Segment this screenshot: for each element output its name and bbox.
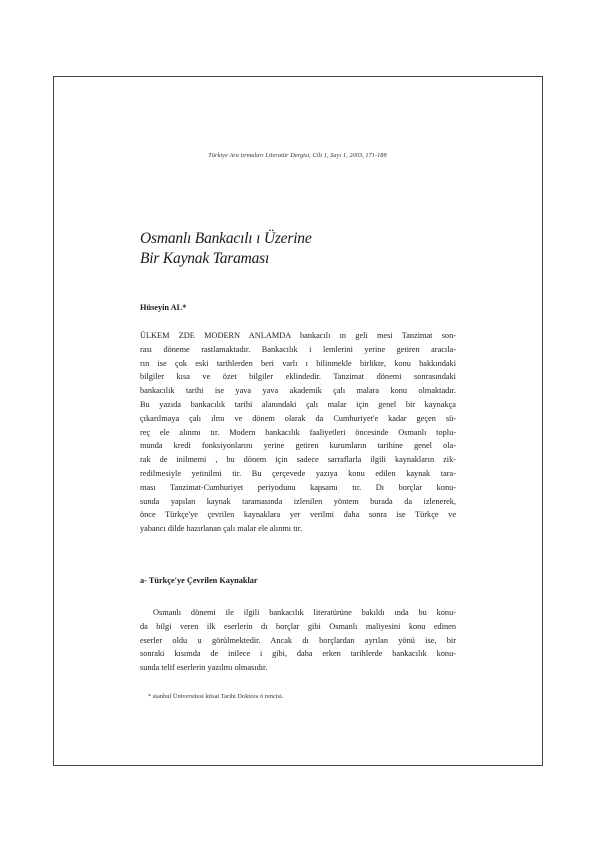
abstract-line: rak de inilmemi , bu dönem için sadece sarraflarla ilgili kaynakların zik- <box>140 455 456 465</box>
abstract-line: rın ise çok eski tarihlerden beri varlı ı bilinmekle birlikte, konu hakkındaki <box>140 358 456 368</box>
abstract-line: önce Türkçe'ye çevrilen kaynaklara yer verilmi daha sonra ise Türkçe ve <box>140 510 456 520</box>
section-line: Osmanlı dönemi ile ilgili bankacılık literatürüne bakıldı ında bu konu- <box>153 608 456 617</box>
abstract-line: ÜLKEM ZDE MODERN ANLAMDA bankacılı ın geli mesi Tanzimat son- <box>140 331 456 340</box>
section-line: da bilgi veren ilk eserlerin dı borçlar gibi Osmanlı maliyesini konu edinen <box>140 621 456 631</box>
section-heading: a- Türkçe'ye Çevrilen Kaynaklar <box>140 576 258 585</box>
abstract-line: çıkarılmaya çalı ılmı ve dönem olarak da Cumhuriyet'e kadar geçen sü- <box>140 413 456 423</box>
title-line-2: Bir Kaynak Taraması <box>140 250 270 267</box>
article-title <box>140 229 312 269</box>
abstract-paragraph <box>140 329 456 536</box>
title-line-1: Osmanlı Bankacılı ı Üzerine <box>140 230 312 247</box>
abstract-line: ması Tanzimat-Cumhuriyet periyodunu kapsamı tır. Dı borçlar konu- <box>140 482 456 492</box>
section-line: sonraki kısımda de inilece i gibi, daha erken tarihlerde bankacılık konu- <box>140 649 456 659</box>
abstract-line: redilmesiyle yetinilmi tir. Bu çerçevede yazıya konu edilen kaynak tara- <box>140 468 456 478</box>
abstract-line: Bu yazıda bankacılık tarihi alanındaki çalı malar için genel bir kaynakça <box>140 399 456 409</box>
section-line: sunda telif eserlerin yazılmı olmasıdır. <box>140 663 268 673</box>
abstract-line: munda kredi fonksiyonlarını yerine getiren kurumların tarihine genel ola- <box>140 441 456 451</box>
section-line: eserler oldu u görülmektedir. Ancak dı borçlardan ayrılan yönü ise, bir <box>140 635 456 645</box>
abstract-line: bankacılık tarihi ise yava yava akademik çalı malara konu olmaktadır. <box>140 386 456 396</box>
abstract-line: bilgiler kısa ve özet bilgiler eklindedir. Tanzimat dönemi sonrasındaki <box>140 372 456 382</box>
footnote: * stanbul Üniversitesi ktisat Tarihi Doktora ö rencisi. <box>148 693 284 700</box>
journal-citation: Türkiye Ara tırmaları Literatür Dergisi, Cilt 1, Sayı 1, 2003, 171-188 <box>208 152 387 159</box>
abstract-line: yabancı dilde hazırlanan çalı malar ele alınmı tır. <box>140 524 303 534</box>
author-name: Hüseyin AL* <box>140 303 187 312</box>
abstract-line: sunda yapılan kaynak taramasında izlenilen yöntem burada da izlenerek, <box>140 496 456 506</box>
abstract-line: rası döneme rastlamaktadır. Bankacılık i lemlerini yerine getiren aracıla- <box>140 344 456 354</box>
abstract-line: reç ele alınmı tır. Modern bankacılık faaliyetleri öncesinde Osmanlı toplu- <box>140 427 456 437</box>
section-paragraph <box>140 606 456 675</box>
